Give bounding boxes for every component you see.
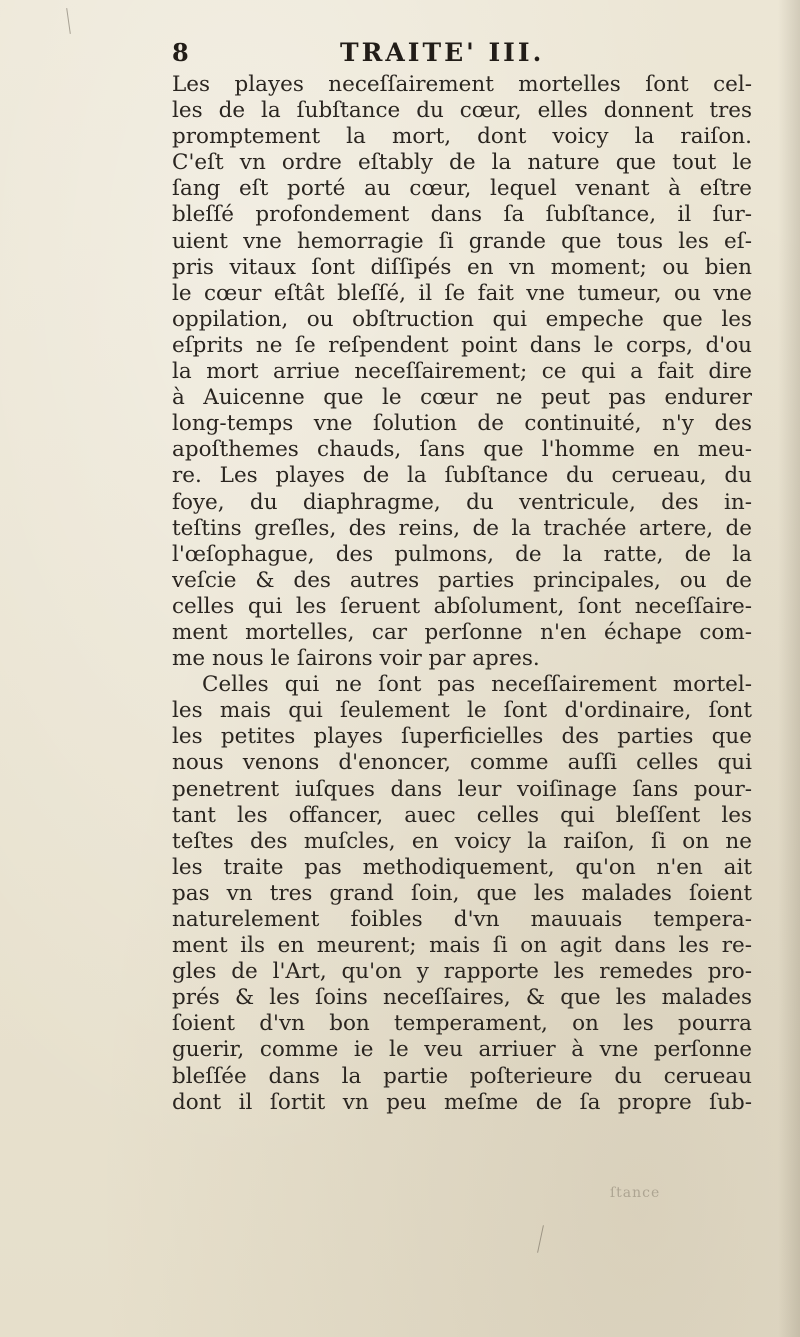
- text-line: ment ils en meurent; mais ſi on agit dans les re-: [172, 933, 752, 959]
- catchword: ſtance: [610, 1185, 661, 1201]
- text-line: penetrent iuſques dans leur voiſinage ſans pour-: [172, 776, 752, 802]
- page-number: 8: [172, 38, 189, 67]
- text-line: eſprits ne ſe reſpendent point dans le corps, d'ou: [172, 332, 752, 358]
- text-line: les petites playes ſuperficielles des parties que: [172, 724, 752, 750]
- text-line: naturelement foibles d'vn mauuais tempera-: [172, 907, 752, 932]
- text-line: à Auicenne que le cœur ne peut pas endurer: [172, 385, 752, 411]
- page-header: [172, 38, 592, 74]
- text-line: Les playes neceſſairement mortelles ſont cel-: [172, 72, 752, 97]
- text-line: tant les offancer, auec celles qui bleſſent les: [172, 802, 752, 828]
- text-line: pas vn tres grand ſoin, que les malades ſoient: [172, 880, 752, 906]
- paragraph-2: [172, 672, 752, 1116]
- text-line: promptement la mort, dont voicy la raiſon.: [172, 124, 752, 150]
- text-line: les mais qui ſeulement le ſont d'ordinaire, ſont: [172, 698, 752, 724]
- text-line: teſtins greſles, des reins, de la trachée artere, de: [172, 515, 752, 541]
- text-line: celles qui les ſeruent abſolument, ſont neceſſaire-: [172, 593, 752, 619]
- paragraph-1: [172, 72, 752, 672]
- text-line: veſcie & des autres parties principales, ou de: [172, 567, 752, 593]
- text-line: dont il ſortit vn peu meſme de ſa propre ſub-: [172, 1089, 752, 1115]
- text-line: re. Les playes de la ſubſtance du cerueau, du: [172, 463, 752, 489]
- text-line: uient vne hemorragie ſi grande que tous les eſ-: [172, 228, 752, 254]
- text-line: long-temps vne ſolution de continuité, n'y des: [172, 411, 752, 437]
- text-line: bleſſée dans la partie poſterieure du cerueau: [172, 1063, 752, 1089]
- text-line: me nous le ſairons voir par apres.: [172, 646, 540, 672]
- text-line: l'œſophague, des pulmons, de la ratte, de la: [172, 541, 752, 567]
- text-line: les de la ſubſtance du cœur, elles donnent tres: [172, 98, 752, 124]
- text-line: oppilation, ou obſtruction qui empeche que les: [172, 306, 752, 332]
- text-line: bleſſé profondement dans ſa ſubſtance, il ſur-: [172, 202, 752, 228]
- text-line: pris vitaux ſont diſſipés en vn moment; ou bien: [172, 254, 752, 280]
- text-line: gles de l'Art, qu'on y rapporte les remedes pro-: [172, 959, 752, 985]
- body-text: [172, 72, 752, 1116]
- text-line: foye, du diaphragme, du ventricule, des in-: [172, 489, 752, 515]
- text-line: ſang eſt porté au cœur, lequel venant à eſtre: [172, 176, 752, 202]
- text-line: ſoient d'vn bon temperament, on les pourra: [172, 1011, 752, 1037]
- text-line: prés & les ſoins neceſſaires, & que les malades: [172, 985, 752, 1011]
- text-line: ment mortelles, car perſonne n'en échape com-: [172, 619, 752, 645]
- margin-pencil-mark: [537, 1225, 544, 1253]
- text-line: la mort arriue neceſſairement; ce qui a fait dire: [172, 359, 752, 385]
- text-line: C'eſt vn ordre eſtably de la nature que tout le: [172, 150, 752, 176]
- text-line: guerir, comme ie le veu arriuer à vne perſonne: [172, 1037, 752, 1063]
- text-line: apoſthemes chauds, ſans que l'homme en meu-: [172, 437, 752, 463]
- text-line: les traite pas methodiquement, qu'on n'en ait: [172, 854, 752, 880]
- page-gutter-shadow: [778, 0, 800, 1337]
- margin-pencil-mark: [66, 8, 71, 34]
- text-line: nous venons d'enoncer, comme auſſi celles qui: [172, 750, 752, 776]
- running-title: TRAITE' III.: [340, 38, 545, 67]
- text-line: teſtes des muſcles, en voicy la raiſon, ſi on ne: [172, 828, 752, 854]
- text-line: le cœur eſtât bleſſé, il ſe fait vne tumeur, ou vne: [172, 280, 752, 306]
- text-line: Celles qui ne ſont pas neceſſairement mortel-: [202, 672, 752, 698]
